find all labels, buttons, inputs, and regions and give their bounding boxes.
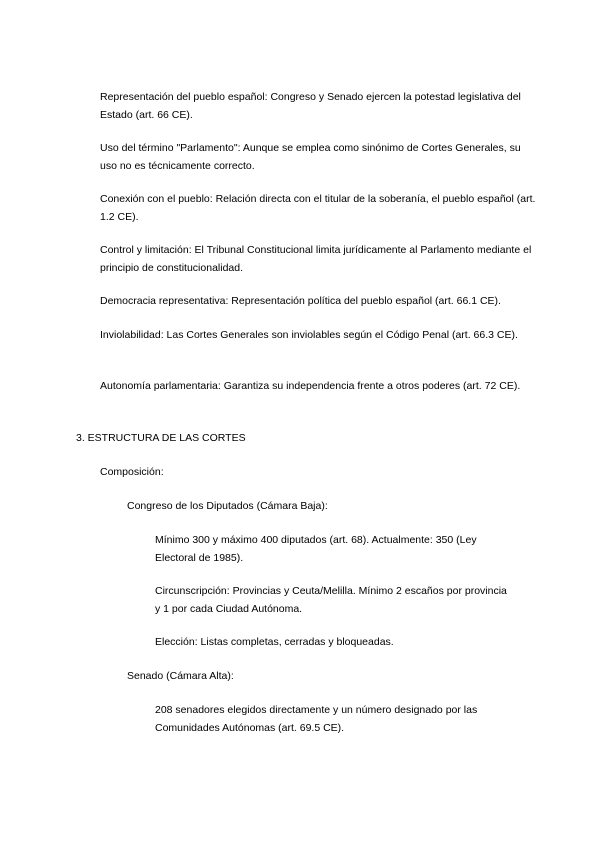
congreso-item-diputados: Mínimo 300 y máximo 400 diputados (art. 68). Actualmente: 350 (Ley Electoral de 1985). xyxy=(155,534,477,564)
intro-item-representacion: Representación del pueblo español: Congreso y Senado ejercen la potestad legislativa del Estado (art. 66 CE). xyxy=(100,91,521,121)
intro-item-control: Control y limitación: El Tribunal Constitucional limita jurídicamente al Parlamento mediante el principio de constitucionalidad. xyxy=(100,244,532,274)
intro-item-parlamento: Uso del término "Parlamento": Aunque se emplea como sinónimo de Cortes Generales, su uso no es técnicamente correcto. xyxy=(100,142,521,172)
composicion-label: Composición: xyxy=(100,466,164,478)
intro-item-conexion: Conexión con el pueblo: Relación directa con el titular de la soberanía, el pueblo español (art. 1.2 CE). xyxy=(100,193,536,223)
congreso-item-eleccion: Elección: Listas completas, cerradas y bloqueadas. xyxy=(155,636,394,648)
senado-item-senadores: 208 senadores elegidos directamente y un número designado por las Comunidades Autónomas (art. 69.5 CE). xyxy=(155,704,478,734)
congreso-label: Congreso de los Diputados (Cámara Baja): xyxy=(127,500,328,512)
congreso-item-circunscripcion: Circunscripción: Provincias y Ceuta/Melilla. Mínimo 2 escaños por provincia y 1 por cada Ciudad Autónoma. xyxy=(155,585,507,615)
intro-item-inviolabilidad: Inviolabilidad: Las Cortes Generales son inviolables según el Código Penal (art. 66.3 CE). xyxy=(100,329,518,341)
intro-item-democracia: Democracia representativa: Representación política del pueblo español (art. 66.1 CE). xyxy=(100,295,501,307)
intro-item-autonomia: Autonomía parlamentaria: Garantiza su independencia frente a otros poderes (art. 72 CE). xyxy=(100,380,521,392)
senado-label: Senado (Cámara Alta): xyxy=(127,670,234,682)
section-heading: 3. ESTRUCTURA DE LAS CORTES xyxy=(76,432,246,444)
